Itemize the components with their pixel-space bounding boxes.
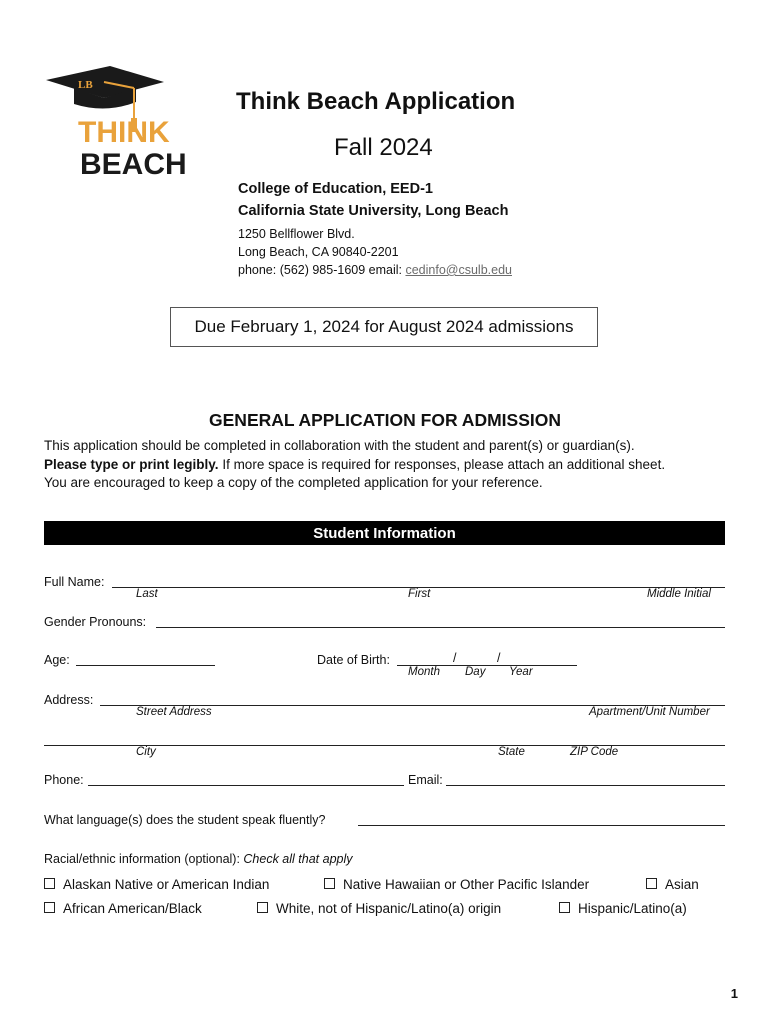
page-number: 1 [730, 986, 738, 1001]
middle-initial-caption: Middle Initial [647, 588, 711, 600]
address-label: Address: [44, 693, 94, 707]
race-option-alaskan[interactable] [44, 877, 269, 892]
checkbox-icon[interactable] [324, 878, 335, 889]
dob-slash-1: / [453, 651, 457, 665]
logo-think: THINK [78, 116, 170, 149]
checkbox-icon[interactable] [646, 878, 657, 889]
university-name: California State University, Long Beach [238, 203, 509, 219]
dob-slash-2: / [497, 651, 501, 665]
page-subtitle: Fall 2024 [334, 134, 433, 161]
general-application-heading: GENERAL APPLICATION FOR ADMISSION [209, 410, 561, 430]
pronouns-field[interactable] [156, 627, 725, 628]
race-option-hispanic[interactable] [559, 901, 687, 916]
checkbox-icon[interactable] [257, 902, 268, 913]
think-beach-logo [44, 62, 204, 180]
age-field[interactable] [76, 665, 215, 666]
pronouns-label: Gender Pronouns: [44, 615, 147, 629]
dob-label: Date of Birth: [317, 653, 390, 667]
dob-month-caption: Month [408, 666, 440, 678]
email-label: Email: [408, 773, 443, 787]
language-field[interactable] [358, 825, 725, 826]
race-option-label: African American/Black [63, 901, 202, 916]
race-option-label: Hispanic/Latino(a) [578, 901, 687, 916]
state-caption: State [498, 746, 525, 758]
seal-text: LB [78, 79, 93, 91]
address-line-2: Long Beach, CA 90840-2201 [238, 245, 399, 259]
due-date-text: Due February 1, 2024 for August 2024 admissions [194, 317, 574, 336]
phone-field[interactable] [88, 785, 404, 786]
email-link[interactable]: cedinfo@csulb.edu [405, 263, 512, 277]
first-name-caption: First [408, 588, 431, 600]
dob-year-caption: Year [509, 666, 533, 678]
race-option-label: Alaskan Native or American Indian [63, 877, 270, 892]
race-option-label: Asian [665, 877, 699, 892]
email-field[interactable] [446, 785, 725, 786]
language-label: What language(s) does the student speak fluently? [44, 813, 326, 827]
address-line-1: 1250 Bellflower Blvd. [238, 227, 355, 241]
city-caption: City [136, 746, 156, 758]
intro-line-1: This application should be completed in collaboration with the student and parent(s) or guardian(s). [44, 438, 635, 453]
race-option-white[interactable] [257, 901, 501, 916]
checkbox-icon[interactable] [44, 902, 55, 913]
age-label: Age: [44, 653, 70, 667]
race-option-label: White, not of Hispanic/Latino(a) origin [276, 901, 502, 916]
race-option-hawaiian[interactable] [324, 877, 589, 892]
race-note: Check all that apply [243, 852, 353, 866]
race-option-label: Native Hawaiian or Other Pacific Islander [343, 877, 590, 892]
intro-line-2 [44, 457, 665, 472]
race-option-asian[interactable] [646, 877, 699, 892]
student-info-title: Student Information [313, 524, 456, 542]
checkbox-icon[interactable] [559, 902, 570, 913]
race-option-african-american[interactable] [44, 901, 202, 916]
phone-label: Phone: [44, 773, 84, 787]
intro-bold: Please type or print legibly. [44, 457, 219, 472]
logo-beach: BEACH [80, 148, 187, 180]
street-caption: Street Address [136, 706, 212, 718]
phone-text: phone: (562) 985-1609 email: [238, 263, 406, 277]
due-date-notice [170, 307, 598, 347]
page-title: Think Beach Application [236, 88, 516, 115]
race-label [44, 852, 353, 866]
intro-line-3: You are encouraged to keep a copy of the completed application for your reference. [44, 475, 543, 490]
contact-line [238, 263, 512, 277]
student-info-header [44, 521, 725, 545]
zip-caption: ZIP Code [570, 746, 619, 758]
checkbox-icon[interactable] [44, 878, 55, 889]
race-label-text: Racial/ethnic information (optional): [44, 852, 244, 866]
dob-day-caption: Day [465, 666, 486, 678]
apt-caption: Apartment/Unit Number [589, 706, 710, 718]
department-name: College of Education, EED-1 [238, 181, 433, 197]
intro-rest: If more space is required for responses, please attach an additional sheet. [218, 457, 666, 472]
full-name-label: Full Name: [44, 575, 105, 589]
last-name-caption: Last [136, 588, 158, 600]
